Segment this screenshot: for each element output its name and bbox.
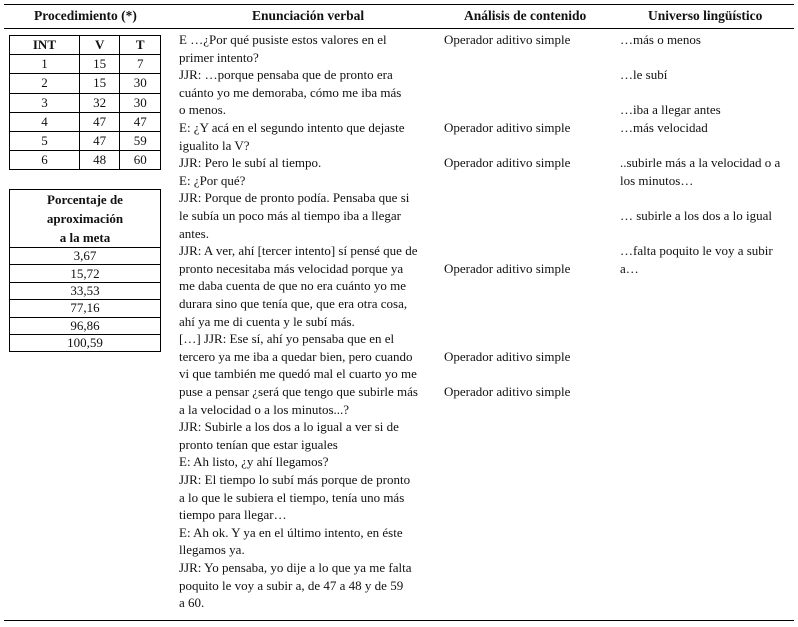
enunciacion-line: o menos. [179, 102, 226, 118]
cell-v: 47 [79, 112, 120, 131]
cell-int: 2 [10, 74, 80, 93]
universo-entry: … subirle a los dos a lo igual [620, 208, 773, 223]
cell-int: 3 [10, 93, 80, 112]
table-row [10, 151, 161, 170]
enunciacion-line: me daba cuenta de que no era cuánto yo me [179, 278, 407, 294]
analisis-entry: Operador aditivo simple [444, 260, 571, 276]
enunciacion-line: puse a pensar ¿será que tengo que subirle más [179, 384, 418, 399]
cell-v: 47 [79, 131, 120, 150]
table-row [10, 317, 161, 334]
enunciacion-line: E: Ah listo, ¿y ahí llegamos? [179, 454, 329, 470]
analisis-entry: Operador aditivo simple [444, 155, 571, 171]
cell-v: 15 [79, 74, 120, 93]
percent-value: 77,16 [10, 300, 161, 317]
col-int-header: INT [10, 36, 80, 55]
cell-int: 6 [10, 151, 80, 170]
enunciacion-line: E: ¿Y acá en el segundo intento que dejaste [179, 120, 405, 135]
percent-table-header-row [10, 190, 161, 248]
table-row [10, 131, 161, 150]
analisis-entry: Operador aditivo simple [444, 384, 571, 399]
percent-table [9, 189, 161, 352]
bottom-rule [4, 620, 794, 621]
values-table-header-row [10, 36, 161, 55]
table-row [10, 282, 161, 299]
enunciacion-line: tercero ya me iba a quedar bien, pero cuando [179, 348, 413, 364]
enunciacion-line: JJR: Porque de pronto podía. Pensaba que si [179, 190, 410, 206]
enunciacion-line: JJR: El tiempo lo subí más porque de pronto [179, 472, 411, 487]
enunciacion-line: tiempo para llegar… [179, 507, 287, 523]
enunciacion-line: E: ¿Por qué? [179, 172, 246, 188]
cell-v: 32 [79, 93, 120, 112]
values-table [9, 35, 161, 170]
percent-value: 33,53 [10, 282, 161, 299]
table-row [10, 112, 161, 131]
enunciacion-line: JJR: A ver, ahí [tercer intento] sí pensé que de [179, 243, 418, 259]
enunciacion-line: llegamos ya. [179, 542, 245, 558]
percent-header-line: Porcentaje de [47, 192, 123, 207]
universo-entry: a… [620, 260, 639, 276]
enunciacion-line: JJR: Pero le subí al tiempo. [179, 155, 322, 171]
universo-entry: ..subirle más a la velocidad o a [620, 155, 781, 171]
cell-t: 60 [120, 151, 161, 170]
cell-int: 5 [10, 131, 80, 150]
universo-entry: …falta poquito le voy a subir [620, 243, 773, 259]
enunciacion-line: primer intento? [179, 49, 259, 65]
enunciacion-line: vi que también me quedó mal el cuarto yo me [179, 366, 417, 382]
enunciacion-line: a 60. [179, 595, 205, 611]
percent-value: 100,59 [10, 334, 161, 351]
col-v-header: V [79, 36, 120, 55]
percent-value: 3,67 [10, 248, 161, 265]
cell-t: 59 [120, 131, 161, 150]
cell-int: 1 [10, 55, 80, 74]
enunciacion-line: pronto necesitaba más velocidad porque ya [179, 260, 404, 276]
enunciacion-line: a la velocidad o a los minutos...? [179, 401, 350, 417]
enunciacion-line: JJR: Yo pensaba, yo dije a lo que ya me falta [179, 560, 412, 575]
universo-entry: …le subí [620, 67, 668, 83]
universo-entry: …más velocidad [620, 120, 708, 135]
table-row [10, 93, 161, 112]
enunciacion-line: E …¿Por qué pusiste estos valores en el [179, 32, 387, 47]
cell-v: 48 [79, 151, 120, 170]
table-row [10, 248, 161, 265]
analisis-entry: Operador aditivo simple [444, 32, 571, 47]
header-rule [4, 28, 794, 29]
table-row [10, 300, 161, 317]
enunciacion-line: JJR: Subirle a los dos a lo igual a ver si de [179, 419, 399, 435]
table-row [10, 334, 161, 351]
cell-v: 15 [79, 55, 120, 74]
enunciacion-line: antes. [179, 225, 209, 241]
cell-int: 4 [10, 112, 80, 131]
percent-header-line: a la meta [59, 230, 111, 245]
enunciacion-line: cuánto yo me demoraba, cómo me iba más [179, 84, 402, 100]
universo-entry: …más o menos [620, 32, 701, 47]
enunciacion-line: poquito le voy a subir a, de 47 a 48 y de 59 [179, 577, 404, 593]
percent-header-line: aproximación [46, 211, 124, 226]
universo-entry: los minutos… [620, 172, 694, 188]
enunciacion-line: durara sino que tenía que, que era otra cosa, [179, 296, 408, 311]
enunciacion-line: ahí ya me di cuenta y le subí más. [179, 313, 355, 329]
percent-value: 96,86 [10, 317, 161, 334]
percent-value: 15,72 [10, 265, 161, 282]
header-analisis: Análisis de contenido [464, 8, 587, 23]
analisis-entry: Operador aditivo simple [444, 120, 571, 135]
table-row [10, 55, 161, 74]
enunciacion-line: a lo que le subiera el tiempo, tenía uno más [179, 489, 405, 505]
percent-header [10, 190, 161, 248]
table-row [10, 265, 161, 282]
enunciacion-line: […] JJR: Ese sí, ahí yo pensaba que en el [179, 331, 395, 347]
cell-t: 30 [120, 93, 161, 112]
enunciacion-line: pronto tenían que estar iguales [179, 436, 338, 452]
col-t-header: T [120, 36, 161, 55]
enunciacion-line: JJR: …porque pensaba que de pronto era [179, 67, 393, 83]
enunciacion-line: le subía un poco más al tiempo iba a llegar [179, 208, 402, 223]
enunciacion-line: E: Ah ok. Y ya en el último intento, en éste [179, 524, 403, 540]
cell-t: 47 [120, 112, 161, 131]
cell-t: 7 [120, 55, 161, 74]
enunciacion-line: igualito la V? [179, 137, 250, 153]
universo-entry: …iba a llegar antes [620, 102, 721, 118]
table-row [10, 74, 161, 93]
analisis-entry: Operador aditivo simple [444, 348, 571, 364]
top-rule [4, 4, 794, 5]
header-enunciacion: Enunciación verbal [252, 8, 365, 23]
header-procedimiento: Procedimiento (*) [34, 8, 137, 23]
cell-t: 30 [120, 74, 161, 93]
header-universo: Universo lingüístico [648, 8, 763, 23]
